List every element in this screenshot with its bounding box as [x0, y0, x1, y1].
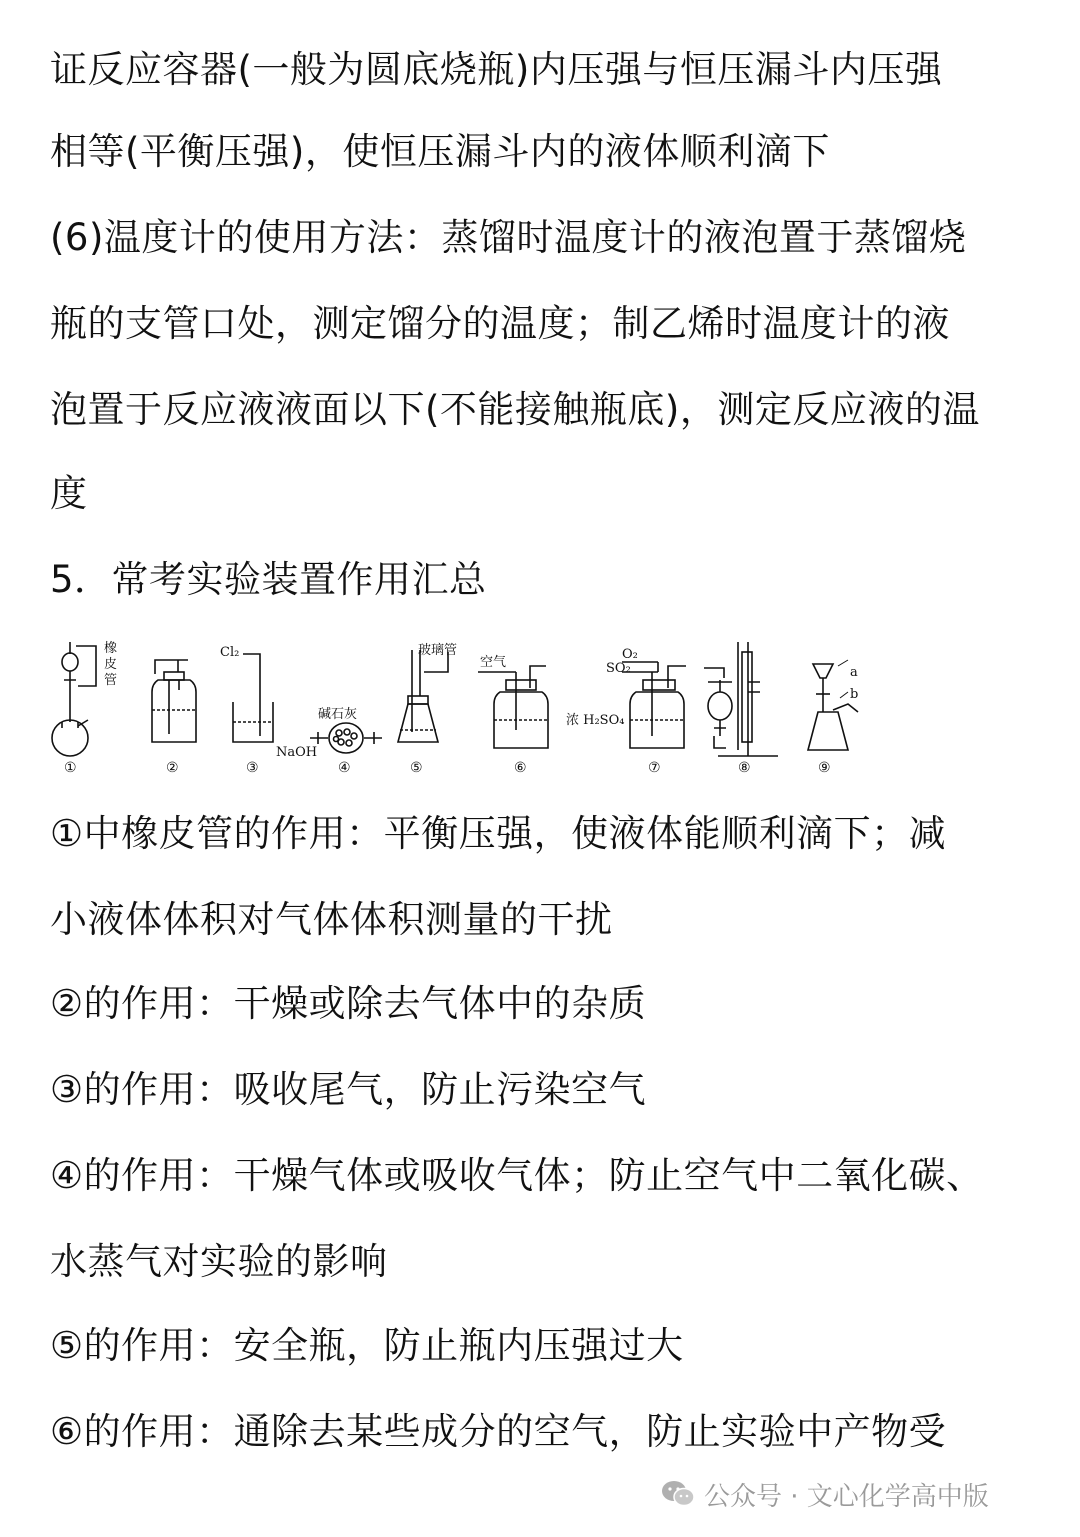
item-line-2: 小液体体积对气体体积测量的干扰: [50, 898, 613, 941]
apparatus-5: [398, 650, 448, 742]
text-line-5: 泡置于反应液液面以下(不能接触瓶底)，测定反应液的温: [50, 388, 980, 431]
item-line-4: ③的作用：吸收尾气，防止污染空气: [50, 1068, 647, 1111]
apparatus-number-9: ⑨: [818, 760, 831, 776]
label-cl2: Cl₂: [220, 645, 240, 660]
wechat-icon: [660, 1479, 696, 1509]
apparatus-number-3: ③: [246, 760, 259, 776]
label-a: a: [850, 665, 858, 680]
apparatus-number-5: ⑤: [410, 760, 423, 776]
text-line-1: 证反应容器(一般为圆底烧瓶)内压强与恒压漏斗内压强: [50, 48, 943, 91]
section-heading: 5．常考实验装置作用汇总: [50, 558, 487, 601]
text-line-2: 相等(平衡压强)，使恒压漏斗内的液体顺利滴下: [50, 130, 830, 173]
text-line-4: 瓶的支管口处，测定馏分的温度；制乙烯时温度计的液: [50, 302, 950, 345]
apparatus-number-2: ②: [166, 760, 179, 776]
apparatus-1: [52, 642, 96, 756]
apparatus-4: [310, 723, 382, 753]
label-rubber-2: 皮: [104, 657, 118, 672]
apparatus-figure: [48, 632, 878, 782]
apparatus-7: [622, 662, 686, 748]
label-rubber-3: 管: [104, 673, 118, 688]
item-line-1: ①中橡皮管的作用：平衡压强，使液体能顺利滴下；减: [50, 812, 947, 855]
item-line-3: ②的作用：干燥或除去气体中的杂质: [50, 982, 647, 1025]
label-glass-tube: 玻璃管: [418, 643, 458, 658]
item-line-8: ⑥的作用：通除去某些成分的空气，防止实验中产物受: [50, 1410, 947, 1453]
label-rubber-1: 橡: [104, 641, 118, 656]
label-air: 空气: [480, 655, 507, 670]
apparatus-8: [704, 642, 778, 756]
item-line-6: 水蒸气对实验的影响: [50, 1240, 388, 1283]
label-b: b: [850, 687, 859, 702]
label-o2: O₂: [622, 647, 638, 662]
text-line-3: (6)温度计的使用方法：蒸馏时温度计的液泡置于蒸馏烧: [50, 216, 967, 259]
label-so2: SO₂: [606, 661, 631, 676]
apparatus-number-4: ④: [338, 760, 351, 776]
text-line-6: 度: [50, 472, 88, 515]
apparatus-6: [478, 666, 548, 748]
label-h2so4: 浓 H₂SO₄: [566, 713, 625, 728]
apparatus-number-1: ①: [64, 760, 77, 776]
item-line-7: ⑤的作用：安全瓶，防止瓶内压强过大: [50, 1324, 684, 1367]
item-line-5: ④的作用：干燥气体或吸收气体；防止空气中二氧化碳、: [50, 1154, 984, 1197]
apparatus-number-8: ⑧: [738, 760, 751, 776]
watermark: [660, 1472, 989, 1516]
label-soda-lime: 碱石灰: [318, 707, 358, 722]
label-naoh: NaOH: [276, 745, 318, 760]
watermark-text: 公众号 · 文心化学高中版: [704, 1481, 989, 1512]
apparatus-number-7: ⑦: [648, 760, 661, 776]
apparatus-3: [233, 654, 273, 742]
apparatus-2: [152, 660, 196, 742]
apparatus-number-6: ⑥: [514, 760, 527, 776]
